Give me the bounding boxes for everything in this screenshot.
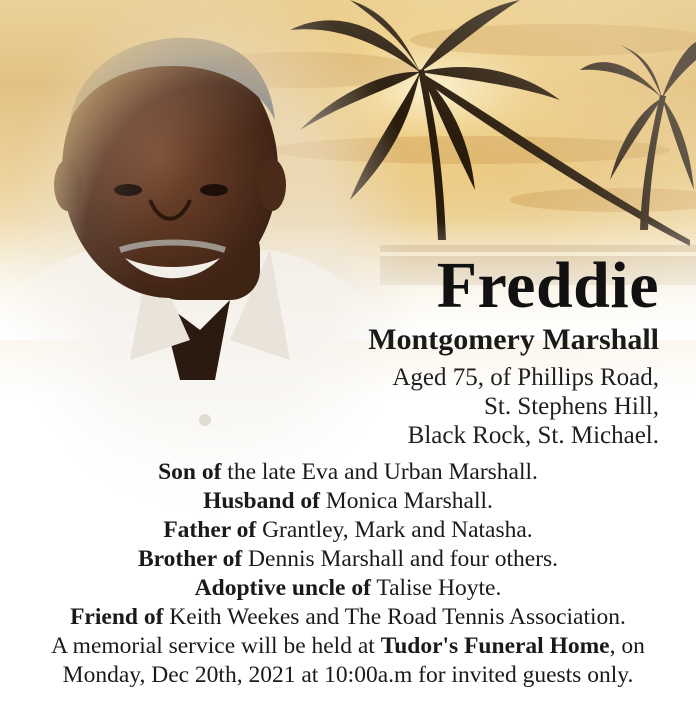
relation-text: Keith Weekes and The Road Tennis Association. xyxy=(163,604,626,630)
relation-label: Brother of xyxy=(137,546,243,572)
address-line: St. Stephens Hill, xyxy=(483,393,659,420)
relation-text: Dennis Marshall and four others. xyxy=(242,546,559,572)
relation-text: Grantley, Mark and Natasha. xyxy=(256,517,533,543)
relation-father-of xyxy=(0,516,696,544)
address-line: Black Rock, St. Michael. xyxy=(407,422,659,449)
age-address-line: Aged 75, of Phillips Road, xyxy=(392,364,659,391)
funeral-home-name: Tudor's Funeral Home xyxy=(380,633,610,659)
relation-text: the late Eva and Urban Marshall. xyxy=(221,459,538,485)
deceased-full-surname: Montgomery Marshall xyxy=(368,323,659,356)
relation-brother-of xyxy=(0,545,696,573)
relation-adoptive-uncle-of xyxy=(0,574,696,602)
relation-label: Husband of xyxy=(203,488,320,514)
relation-label: Adoptive uncle of xyxy=(194,575,371,601)
relation-text: Monica Marshall. xyxy=(319,488,493,514)
relation-friend-of xyxy=(0,603,696,631)
memorial-service-date-line: Monday, Dec 20th, 2021 at 10:00a.m for invited guests only. xyxy=(62,662,634,688)
deceased-given-name: Freddie xyxy=(436,249,659,322)
relation-husband-of xyxy=(0,487,696,515)
service-text: A memorial service will be held at xyxy=(51,633,381,659)
relation-label: Friend of xyxy=(70,604,164,630)
relation-son-of xyxy=(0,458,696,486)
memorial-service-line xyxy=(0,632,696,660)
service-text: , on xyxy=(609,633,645,659)
relation-label: Father of xyxy=(163,517,257,543)
relation-text: Talise Hoyte. xyxy=(370,575,502,601)
relation-label: Son of xyxy=(158,459,222,485)
